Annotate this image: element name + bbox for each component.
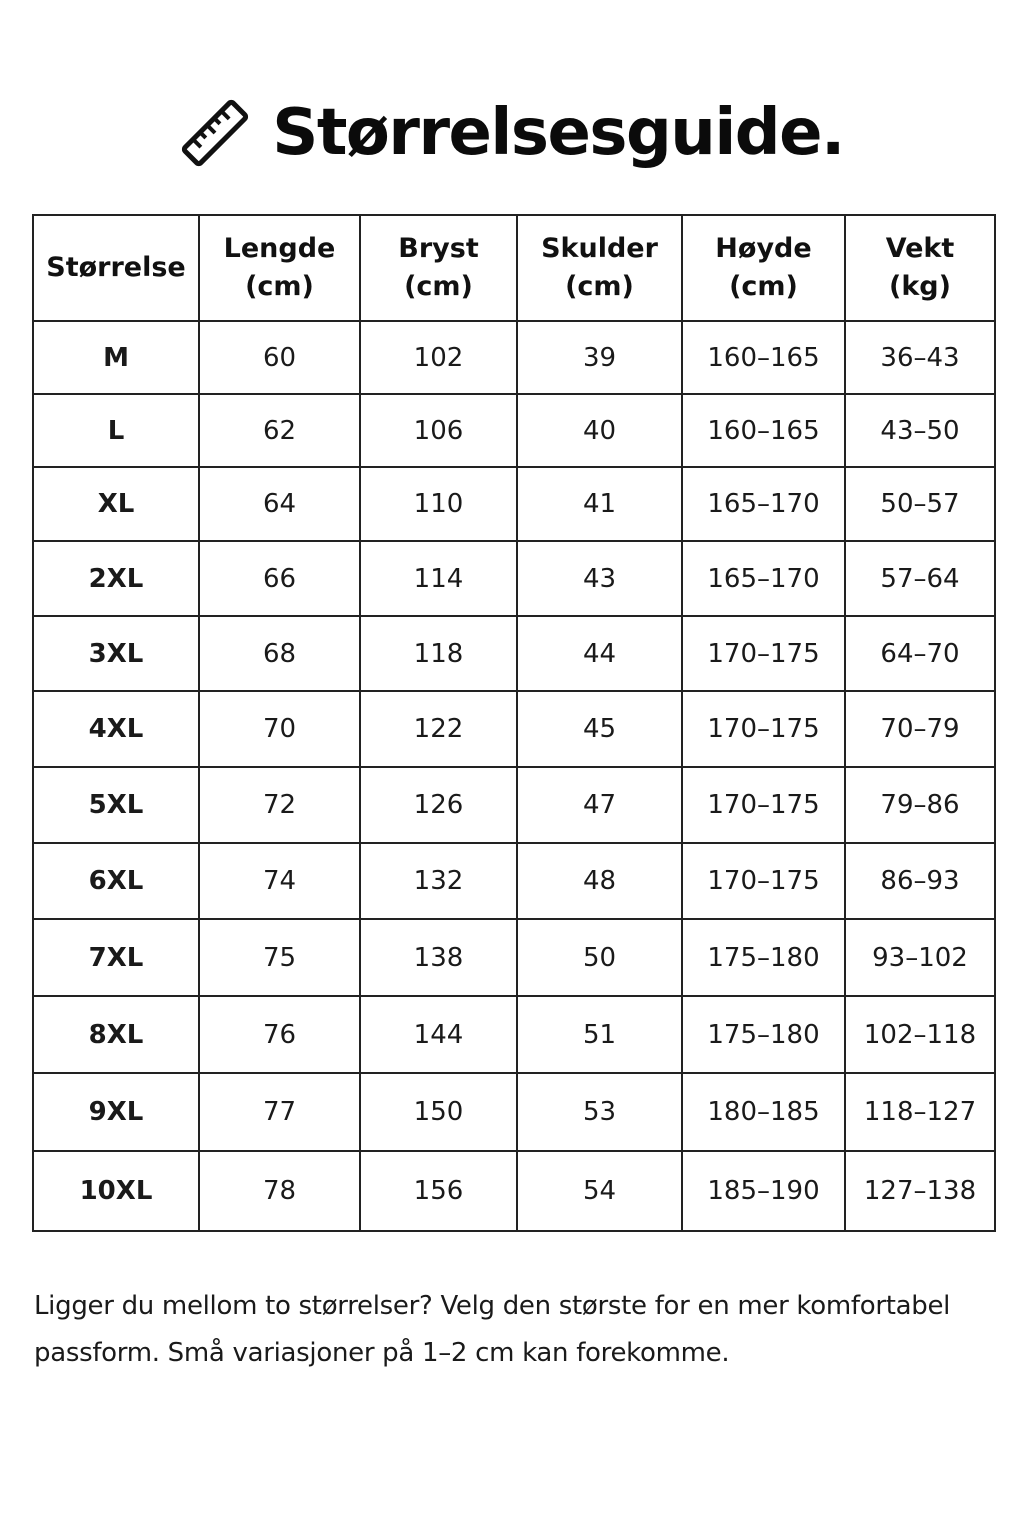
cell-shoulder: 48 [517,843,682,919]
cell-size: 7XL [33,919,199,996]
cell-shoulder: 47 [517,767,682,843]
cell-chest: 132 [360,843,517,919]
cell-chest: 126 [360,767,517,843]
table-row [33,394,995,467]
cell-chest: 138 [360,919,517,996]
column-header-label: Høyde [715,233,812,264]
cell-length: 70 [199,691,360,767]
cell-size: 2XL [33,541,199,616]
cell-weight: 127–138 [845,1151,995,1231]
cell-length: 72 [199,767,360,843]
fit-note [34,1283,1009,1377]
cell-weight: 64–70 [845,616,995,691]
cell-length: 75 [199,919,360,996]
size-table [32,214,996,1232]
cell-chest: 156 [360,1151,517,1231]
column-header-height [682,215,845,321]
cell-size: L [33,394,199,467]
cell-height: 165–170 [682,541,845,616]
cell-length: 64 [199,467,360,541]
cell-height: 170–175 [682,843,845,919]
cell-chest: 118 [360,616,517,691]
cell-length: 68 [199,616,360,691]
column-header-unit: (cm) [729,271,798,302]
cell-height: 170–175 [682,767,845,843]
cell-chest: 150 [360,1073,517,1151]
ruler-icon [180,98,250,168]
cell-chest: 144 [360,996,517,1073]
cell-weight: 36–43 [845,321,995,394]
cell-weight: 70–79 [845,691,995,767]
column-header-unit: (cm) [245,271,314,302]
table-header [33,215,995,321]
table-body [33,321,995,1231]
cell-height: 165–170 [682,467,845,541]
cell-weight: 57–64 [845,541,995,616]
column-header-weight [845,215,995,321]
cell-height: 180–185 [682,1073,845,1151]
cell-height: 170–175 [682,616,845,691]
cell-weight: 118–127 [845,1073,995,1151]
cell-size: 3XL [33,616,199,691]
cell-weight: 43–50 [845,394,995,467]
cell-weight: 50–57 [845,467,995,541]
cell-length: 78 [199,1151,360,1231]
cell-length: 76 [199,996,360,1073]
cell-length: 60 [199,321,360,394]
column-header-label: Lengde [223,233,336,264]
table-row [33,691,995,767]
cell-chest: 110 [360,467,517,541]
table-row [33,1073,995,1151]
cell-chest: 106 [360,394,517,467]
cell-size: 6XL [33,843,199,919]
table-row [33,467,995,541]
table-row [33,1151,995,1231]
cell-length: 66 [199,541,360,616]
cell-weight: 79–86 [845,767,995,843]
cell-height: 160–165 [682,394,845,467]
cell-height: 160–165 [682,321,845,394]
cell-shoulder: 45 [517,691,682,767]
cell-weight: 86–93 [845,843,995,919]
column-header-label: Størrelse [46,252,186,283]
cell-length: 62 [199,394,360,467]
cell-shoulder: 51 [517,996,682,1073]
cell-weight: 93–102 [845,919,995,996]
column-header-label: Bryst [398,233,479,264]
fit-note-line: Ligger du mellom to størrelser? Velg den største for en mer komfortabel [34,1291,951,1321]
column-header-label: Vekt [885,233,955,264]
table-row [33,767,995,843]
cell-chest: 122 [360,691,517,767]
column-header-size [33,215,199,321]
cell-size: 8XL [33,996,199,1073]
column-header-unit: (cm) [565,271,634,302]
table-row [33,616,995,691]
cell-shoulder: 44 [517,616,682,691]
header-row [33,215,995,321]
cell-chest: 102 [360,321,517,394]
cell-size: XL [33,467,199,541]
cell-size: 5XL [33,767,199,843]
cell-shoulder: 41 [517,467,682,541]
table-row [33,321,995,394]
page-header [0,88,1024,178]
cell-shoulder: 40 [517,394,682,467]
cell-length: 74 [199,843,360,919]
cell-height: 185–190 [682,1151,845,1231]
column-header-length [199,215,360,321]
cell-shoulder: 53 [517,1073,682,1151]
cell-shoulder: 54 [517,1151,682,1231]
cell-shoulder: 39 [517,321,682,394]
column-header-chest [360,215,517,321]
table-row [33,541,995,616]
cell-height: 170–175 [682,691,845,767]
table-row [33,843,995,919]
fit-note-line: passform. Små variasjoner på 1–2 cm kan forekomme. [34,1338,730,1368]
cell-length: 77 [199,1073,360,1151]
table-row [33,919,995,996]
cell-height: 175–180 [682,919,845,996]
cell-chest: 114 [360,541,517,616]
column-header-unit: (kg) [889,271,951,302]
column-header-shoulder [517,215,682,321]
cell-shoulder: 50 [517,919,682,996]
column-header-unit: (cm) [404,271,473,302]
column-header-label: Skulder [541,233,658,264]
cell-size: 4XL [33,691,199,767]
cell-weight: 102–118 [845,996,995,1073]
cell-shoulder: 43 [517,541,682,616]
cell-height: 175–180 [682,996,845,1073]
table-row [33,996,995,1073]
page-title: Størrelsesguide. [272,96,844,170]
cell-size: M [33,321,199,394]
cell-size: 10XL [33,1151,199,1231]
cell-size: 9XL [33,1073,199,1151]
